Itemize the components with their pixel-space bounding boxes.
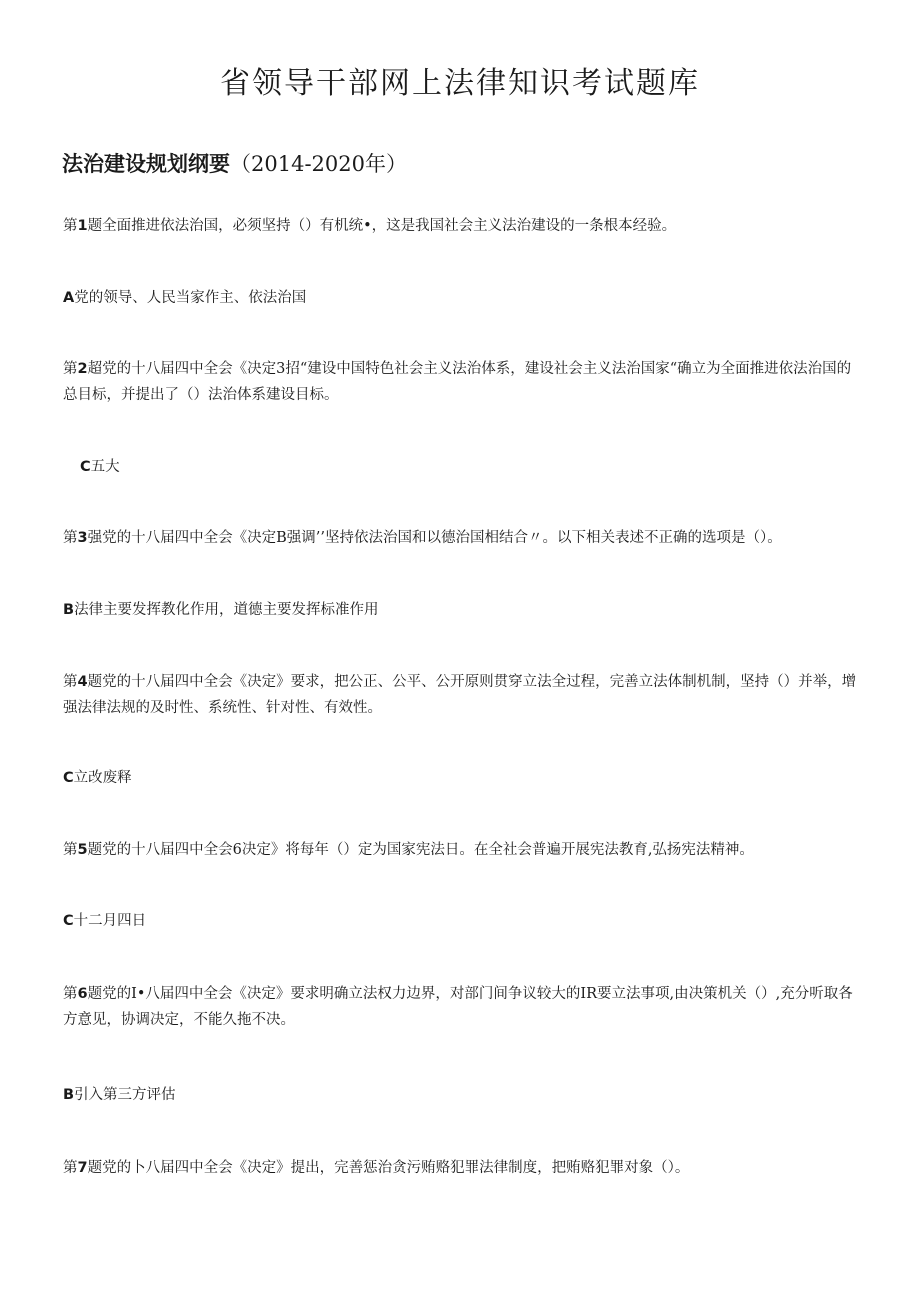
question-text: 题党的卜八届四中全会《决定》提出，完善惩治贪污贿赂犯罪法律制度，把贿赂犯罪对象（）。	[87, 1160, 690, 1176]
answer-4	[63, 765, 863, 791]
question-2	[63, 356, 863, 408]
question-text: 题全面推进依法治国，必须坚持（）有机统•，这是我国社会主义法治建设的一条根本经验。	[87, 218, 677, 234]
question-prefix: 第	[63, 361, 78, 377]
document-title: 省领导干部网上法律知识考试题库	[220, 66, 700, 101]
section-title-main: 法治建设规划纲要	[62, 152, 230, 176]
question-prefix: 第	[63, 842, 78, 858]
section-title	[62, 149, 407, 179]
answer-letter: C	[63, 913, 74, 929]
answer-text: 引入第三方评估	[74, 1087, 176, 1103]
answer-letter: B	[63, 1087, 75, 1103]
question-text: 题党的I•八届四中全会《决定》要求明确立法权力边界，对部门间争议较大的IR要立法事项,由决策机关（）,充分听取各方意见，协调决定，不能久拖不决。	[63, 986, 853, 1028]
question-number: 1	[77, 218, 88, 234]
answer-text: 十二月四日	[73, 913, 147, 929]
section-title-years: （2014-2020年）	[230, 152, 407, 176]
question-5	[63, 837, 863, 863]
question-number: 3	[77, 530, 88, 546]
answer-6	[63, 1082, 863, 1108]
answer-5	[63, 908, 863, 934]
question-6	[63, 981, 863, 1033]
question-prefix: 第	[63, 1160, 78, 1176]
answer-letter: A	[63, 290, 75, 306]
question-number: 2	[77, 361, 88, 377]
answer-text: 五大	[90, 459, 120, 475]
answer-1	[63, 285, 863, 311]
question-4	[63, 669, 863, 721]
answer-text: 法律主要发挥教化作用，道德主要发挥标准作用	[74, 602, 379, 618]
answer-3	[63, 597, 863, 623]
question-text: 题党的十八届四中全会6决定》将每年（）定为国家宪法日。在全社会普遍开展宪法教育,弘扬宪法精神。	[87, 842, 754, 858]
answer-letter: C	[63, 770, 74, 786]
question-number: 7	[77, 1160, 88, 1176]
question-prefix: 第	[63, 218, 78, 234]
question-text: 强党的十八届四中全会《决定B强调’’坚持依法治国和以德治国相结合〃。以下相关表述不正确的选项是（）。	[87, 530, 782, 546]
answer-2	[80, 454, 880, 480]
question-text: 超党的十八届四中全会《决定3招“建设中国特色社会主义法治体系，建设社会主义法治国家“确立为全面推进依法治国的总目标，并提出了（）法治体系建设目标。	[63, 361, 852, 403]
answer-text: 党的领导、人民当家作主、依法治国	[74, 290, 307, 306]
question-number: 4	[77, 674, 88, 690]
answer-letter: C	[80, 459, 91, 475]
question-text: 题党的十八届四中全会《决定》要求，把公正、公平、公开原则贯穿立法全过程，完善立法体制机制，坚持（）并举，增强法律法规的及时性、系统性、针对性、有效性。	[63, 674, 857, 716]
question-number: 5	[77, 842, 88, 858]
question-prefix: 第	[63, 530, 78, 546]
question-prefix: 第	[63, 674, 78, 690]
question-3	[63, 525, 863, 551]
answer-letter: B	[63, 602, 75, 618]
question-prefix: 第	[63, 986, 78, 1002]
question-1	[63, 213, 863, 239]
question-number: 6	[77, 986, 88, 1002]
answer-text: 立改废释	[73, 770, 132, 786]
question-7	[63, 1155, 863, 1181]
